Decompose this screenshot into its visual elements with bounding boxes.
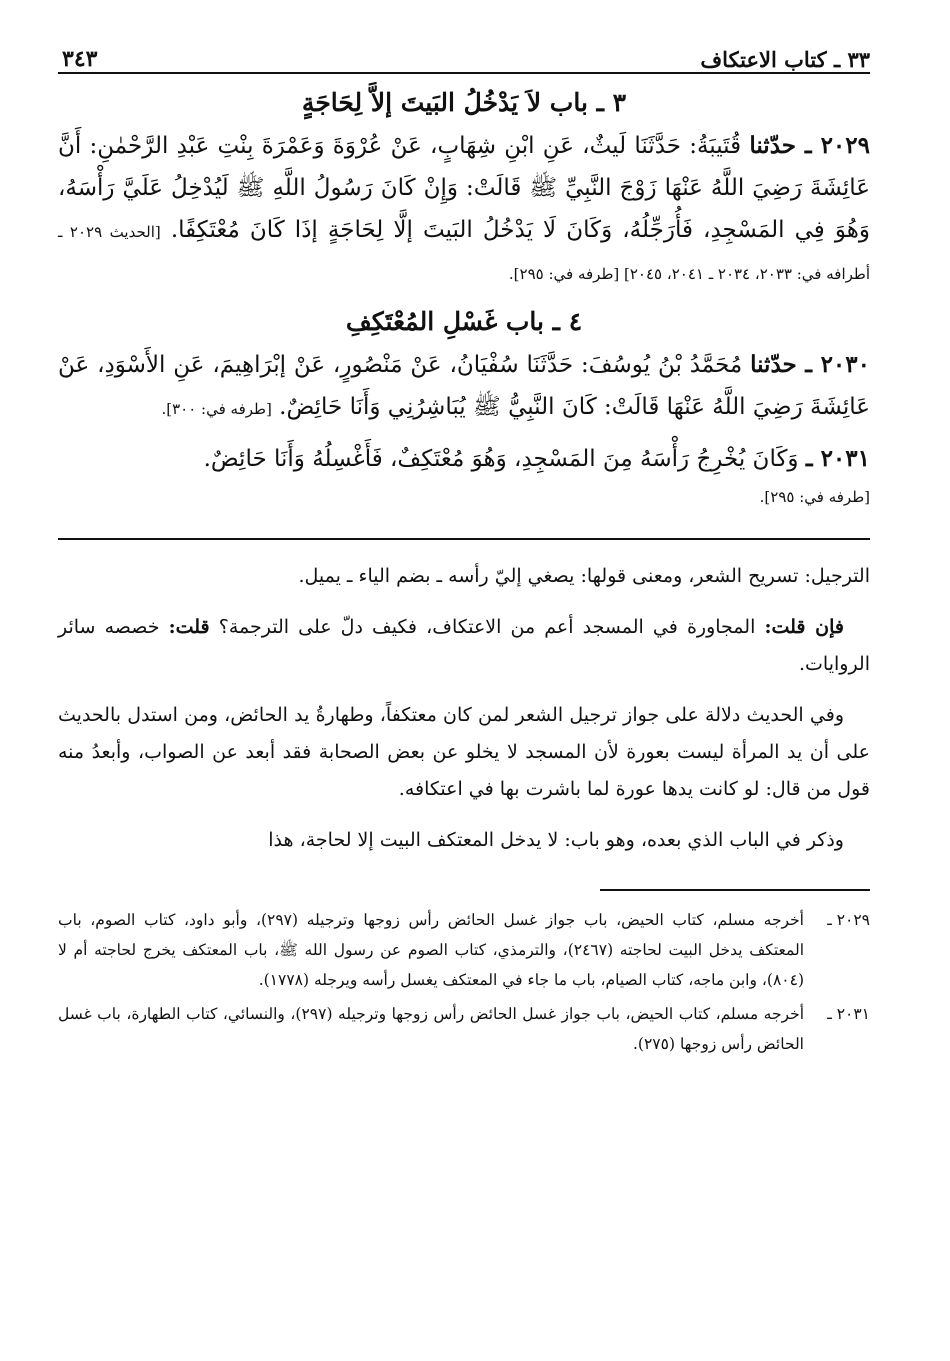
- footnote-number: ٢٠٢٩ ـ: [827, 911, 870, 929]
- commentary-p3: وفي الحديث دلالة على جواز ترجيل الشعر لمن كان معتكفاً، وطهارةُ يد الحائض، ومن استدل بالحديث على أن يد المرأة ليست بعورة لأن المسجد لا يخلو عن بعض الصحابة فقد أبعد عن الصواب، وأبعدُ منه قول من قال: لو كانت يدها عورة لما باشرت بها في اعتكافه.: [58, 704, 870, 800]
- page-number: ٣٤٣: [62, 46, 98, 72]
- hadith-2030-ref: [طرفه في: ٣٠٠].: [161, 400, 272, 418]
- commentary-p2-answer: خصصه سائر الروايات.: [58, 616, 870, 675]
- commentary-divider: [58, 538, 870, 540]
- hadith-2031-ref: [طرفه في: ٢٩٥].: [759, 488, 870, 506]
- footnote-text: أخرجه مسلم، كتاب الحيض، باب جواز غسل الحائض رأس زوجها وترجيله (٢٩٧)، وأبو داود، كتاب الصوم، باب المعتكف يدخل البيت لحاجته (٢٤٦٧)، والترمذي، كتاب الصوم عن رسول الله ﷺ، باب المعتكف يخرج لحاجته أم لا (٨٠٤)، وابن ماجه، كتاب الصيام، باب ما جاء في المعتكف يغسل رأسه ويرجله (١٧٧٨).: [58, 911, 804, 989]
- footnote-2029: [58, 905, 870, 995]
- commentary-p1: الترجيل: تسريح الشعر، ومعنى قولها: يصغي إليّ رأسه ـ بضم الياء ـ يميل.: [298, 565, 870, 587]
- book-page: [58, 28, 870, 1063]
- footnote-2031: [58, 999, 870, 1059]
- footnote-text: أخرجه مسلم، كتاب الحيض، باب جواز غسل الحائض رأس زوجها وترجيله (٢٩٧)، والنسائي، كتاب الطهارة، باب غسل الحائض رأس زوجها (٢٧٥).: [58, 1005, 804, 1053]
- hadith-2031-text: وَكَانَ يُخْرِجُ رَأْسَهُ مِنَ المَسْجِدِ، وَهُوَ مُعْتَكِفٌ، فَأَغْسِلُهُ وَأَنَا حَائِضٌ.: [203, 446, 799, 472]
- hadith-2029-ref: [الحديث ٢٠٢٩ ـ أطرافه في: ٢٠٣٣، ٢٠٣٤ ـ ٢٠٤١، ٢٠٤٥] [طرفه في: ٢٩٥].: [58, 223, 870, 283]
- section-3-title: ٣ ـ باب لاَ يَدْخُلُ البَيتَ إلاَّ لِحَاجَةٍ: [301, 88, 627, 117]
- hadith-2030-lead: ٢٠٣٠ ـ حدّثنا: [750, 351, 870, 378]
- hadith-2030: [58, 344, 870, 428]
- commentary-p4: وذكر في الباب الذي بعده، وهو باب: لا يدخل المعتكف البيت إلا لحاجة، هذا: [268, 829, 844, 851]
- commentary-p2-lead: فإن قلت:: [764, 616, 845, 638]
- hadith-2029: [58, 125, 870, 293]
- commentary-p2-answer-lead: قلت:: [168, 616, 210, 638]
- section-4-title: ٤ ـ باب غَسْلِ المُعْتَكِفِ: [345, 307, 583, 336]
- commentary-p2-text: المجاورة في المسجد أعم من الاعتكاف، فكيف دلّ على الترجمة؟: [218, 616, 756, 638]
- footnote-number: ٢٠٣١ ـ: [827, 1005, 870, 1023]
- footnote-divider: [600, 889, 870, 891]
- hadith-2030-text: مُحَمَّدُ بْنُ يُوسُفَ: حَدَّثَنَا سُفْيَانُ، عَنْ مَنْصُورٍ، عَنْ إبْرَاهِيمَ، عَنِ الأَسْوَدِ، عَنْ عَائِشَةَ رَضِيَ اللَّهُ عَنْهَا قَالَتْ: كَانَ النَّبِيُّ ﷺ يُبَاشِرُنِي وَأَنَا حَائِضٌ.: [58, 352, 870, 420]
- hadith-2029-lead: ٢٠٢٩ ـ حدّثنا: [749, 132, 870, 159]
- hadith-2029-text: قُتَيبَةُ: حَدَّثَنَا لَيثٌ، عَنِ ابْنِ شِهَابٍ، عَنْ عُرْوَةَ وَعَمْرَةَ بِنْتِ عَبْدِ الرَّحْمٰنِ: أَنَّ عَائِشَةَ رَضِيَ اللَّهُ عَنْهَا زَوْجَ النَّبِيِّ ﷺ قَالَتْ: وَإِنْ كَانَ رَسُولُ اللَّهِ ﷺ لَيُدْخِلُ عَلَيَّ رَأْسَهُ، وَهُوَ فِي المَسْجِدِ، فَأُرَجِّلُهُ، وَكَانَ لَا يَدْخُلُ البَيتَ إلَّا لِحَاجَةٍ إذَا كَانَ مُعْتَكِفًا.: [58, 133, 870, 243]
- hadith-2031: [58, 438, 870, 480]
- page-header: [58, 28, 870, 74]
- commentary-p2: [58, 609, 870, 683]
- chapter-title: ٣٣ ـ كتاب الاعتكاف: [700, 47, 870, 72]
- hadith-2031-lead: ٢٠٣١ ـ: [805, 445, 870, 472]
